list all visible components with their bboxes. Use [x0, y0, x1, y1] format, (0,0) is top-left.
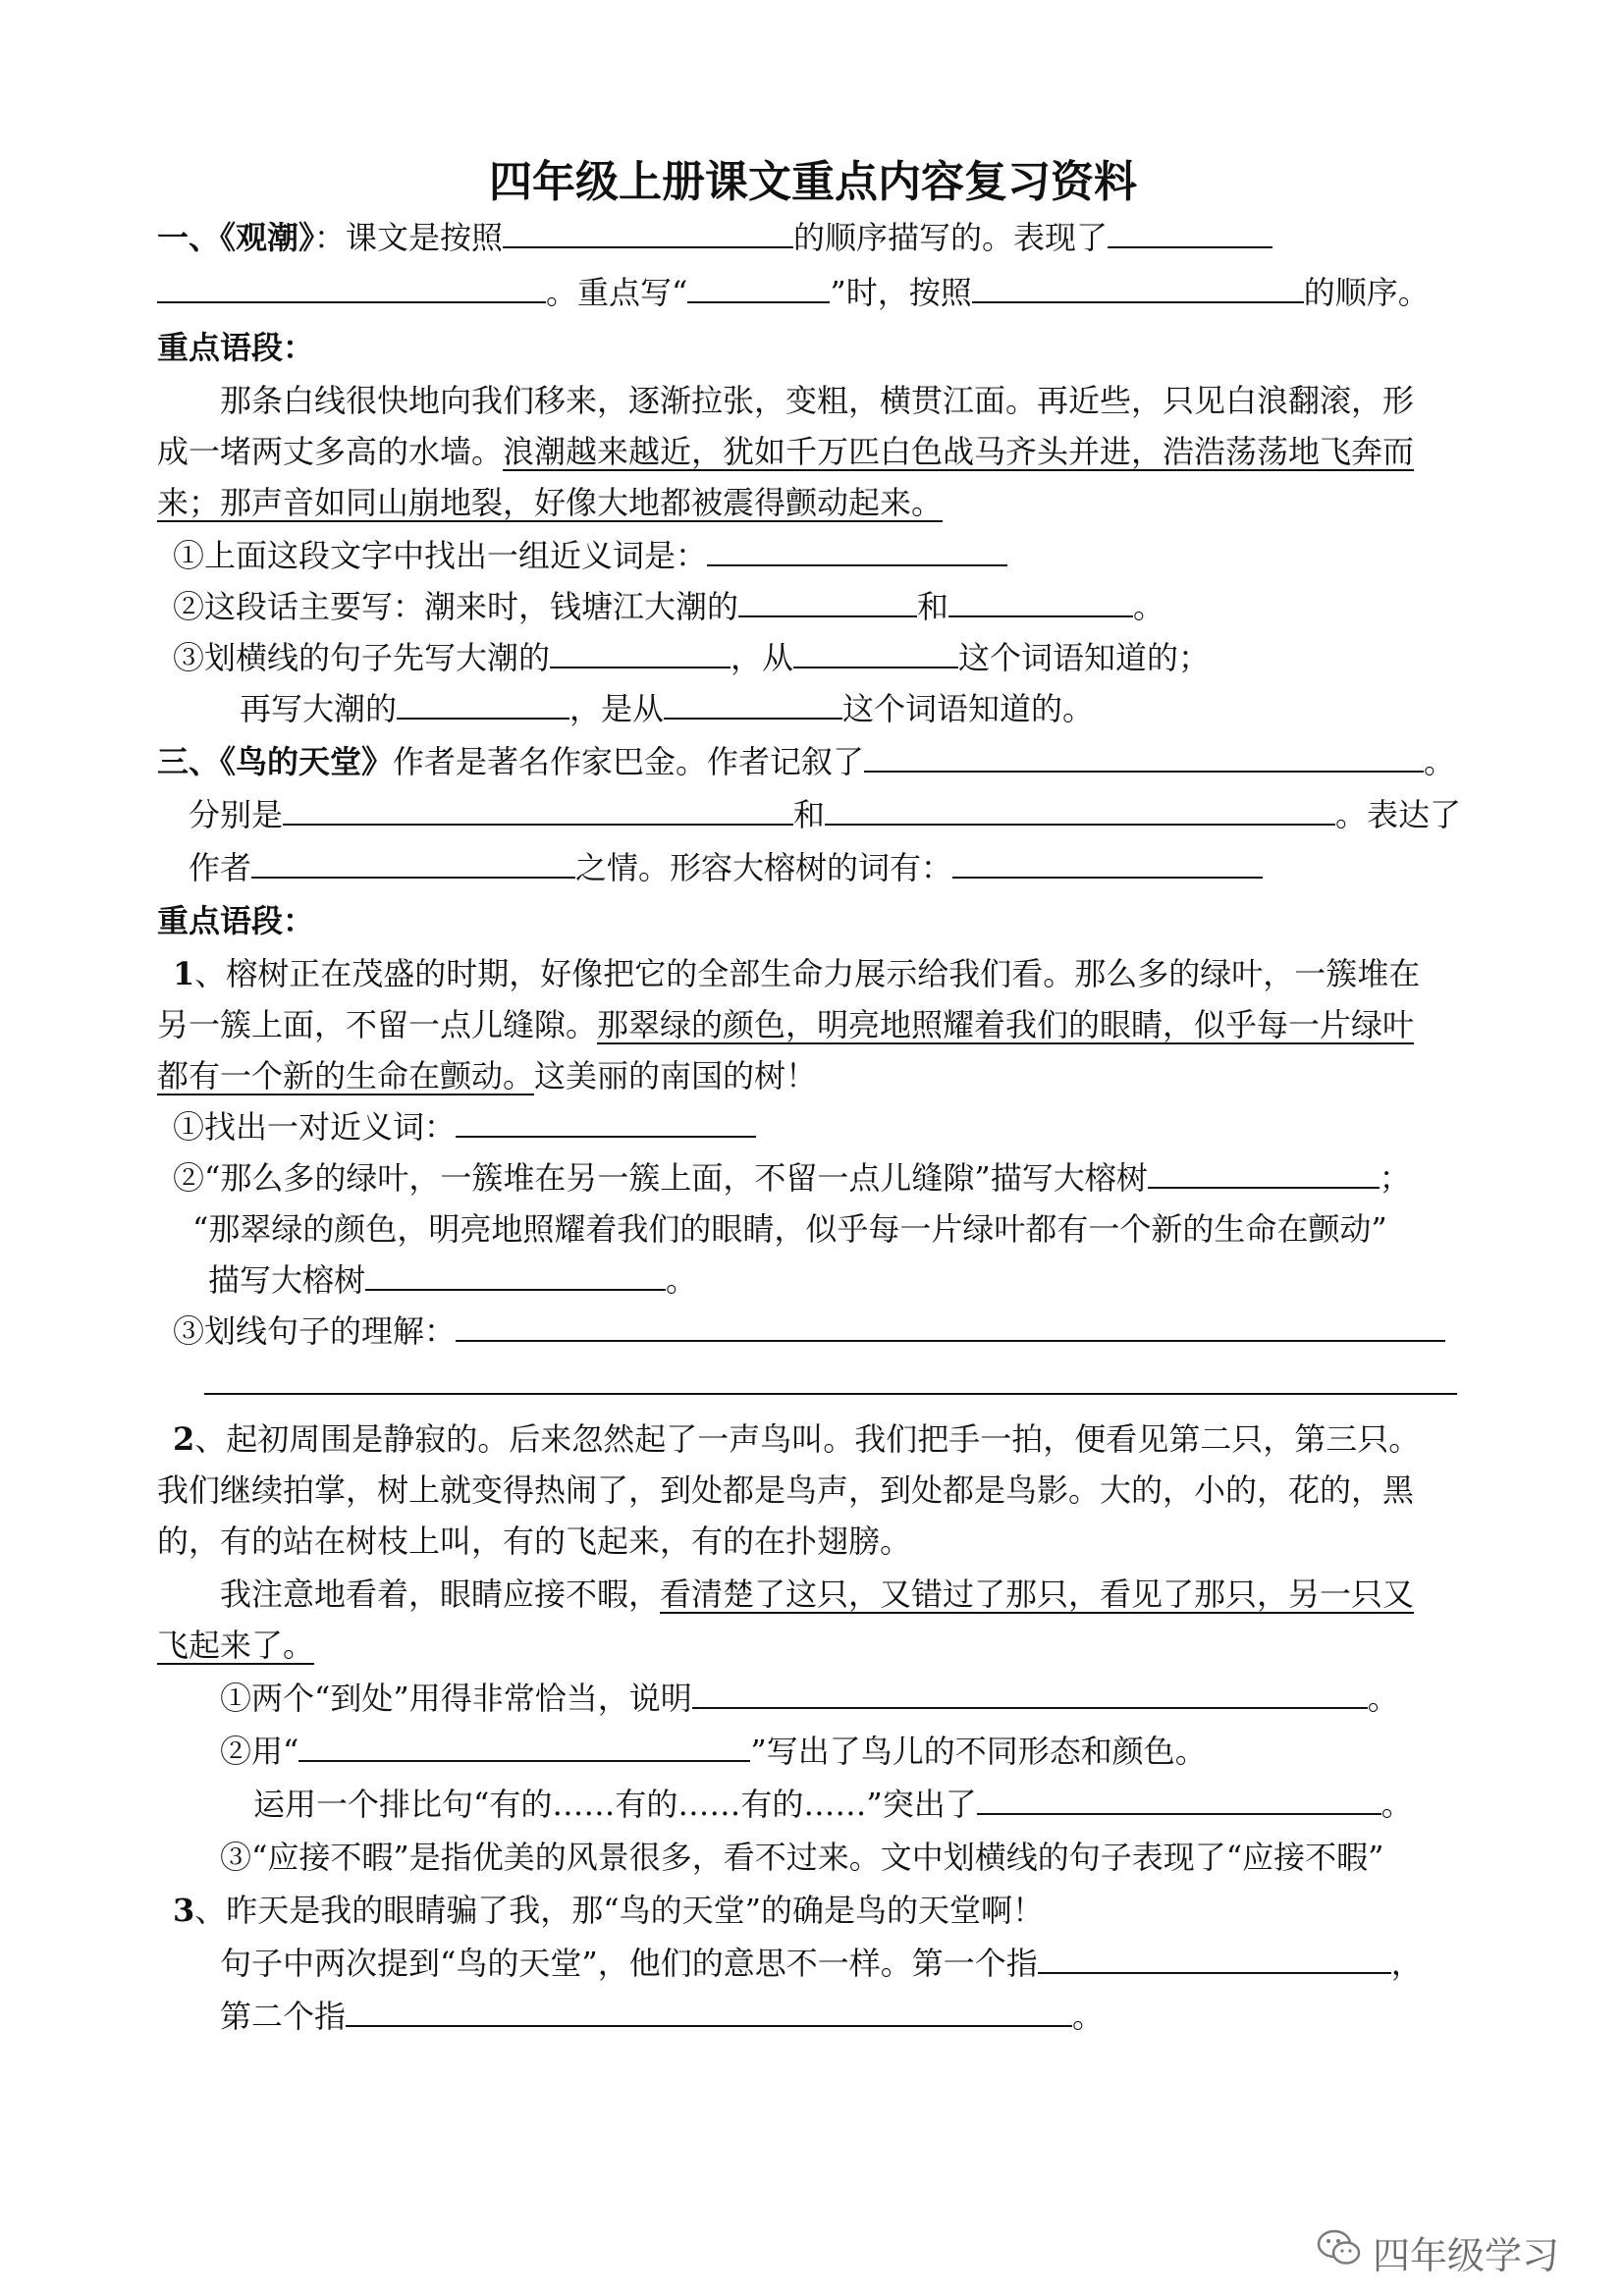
question: 描写大榕树 。 [208, 1261, 698, 1299]
question: “那翠绿的颜色，明亮地照耀着我们的眼睛，似乎每一片绿叶都有一个新的生命在颤动” [192, 1210, 1387, 1248]
question: ②这段话主要写：潮来时，钱塘江大潮的 和 。 [173, 588, 1165, 625]
blank[interactable] [825, 797, 1335, 826]
underlined-sentence: 浪潮越来越近，犹如千万匹白色战马齐头并进，浩浩荡荡地飞奔而 [503, 433, 1415, 470]
question: ②用“ ”写出了鸟儿的不同形态和颜色。 [220, 1733, 1207, 1770]
blank[interactable] [692, 1681, 1368, 1709]
blank[interactable] [707, 538, 1007, 566]
underlined-sentence: 那翠绿的颜色，明亮地照耀着我们的眼睛，似乎每一片绿叶 [597, 1006, 1415, 1043]
paragraph: 那条白线很快地向我们移来，逐渐拉张，变粗，横贯江面。再近些，只见白浪翻滚，形 [220, 382, 1415, 419]
blank[interactable] [397, 691, 569, 720]
paragraph: 我注意地看着，眼睛应接不暇，看清楚了这只，又错过了那只，看见了那只，另一只又 [220, 1575, 1415, 1613]
blank[interactable] [952, 850, 1263, 879]
paragraph: 1、榕树正在茂盛的时期，好像把它的全部生命力展示给我们看。那么多的绿叶，一簇堆在 [173, 955, 1421, 992]
underlined-sentence: 来；那声音如同山崩地裂，好像大地都被震得颤动起来。 [157, 484, 944, 521]
underlined-sentence: 看清楚了这只，又错过了那只，看见了那只，另一只又 [660, 1575, 1415, 1613]
underlined-sentence: 都有一个新的生命在颤动。 [157, 1057, 535, 1095]
question: ③划线句子的理解： [173, 1311, 1445, 1351]
blank[interactable] [864, 744, 1424, 773]
question: 再写大潮的 ，是从 这个词语知道的。 [240, 690, 1095, 727]
blank[interactable] [738, 589, 917, 617]
blank[interactable] [204, 1366, 1457, 1395]
blank[interactable] [977, 1787, 1381, 1815]
paragraph: 2、起初周围是静寂的。后来忽然起了一声鸟叫。我们把手一拍，便看见第二只，第三只。 [173, 1420, 1421, 1458]
s3-line-3: 作者 之情。形容大榕树的词有： [189, 848, 1263, 887]
underlined-sentence: 飞起来了。 [157, 1627, 315, 1664]
blank[interactable] [1038, 1946, 1391, 1974]
blank[interactable] [550, 640, 731, 668]
blank[interactable] [298, 1734, 750, 1762]
blank[interactable] [346, 1999, 1072, 2027]
paragraph: 3、昨天是我的眼睛骗了我，那“鸟的天堂”的确是鸟的天堂啊！ [173, 1892, 1044, 1929]
paragraph: 我们继续拍掌，树上就变得热闹了，到处都是鸟声，到处都是鸟影。大的，小的，花的，黑 [157, 1471, 1415, 1509]
key-passage-label: 重点语段： [157, 329, 315, 366]
blank[interactable] [157, 275, 546, 303]
paragraph [157, 1626, 314, 1665]
paragraph: 的，有的站在树枝上叫，有的飞起来，有的在扑翅膀。 [157, 1522, 912, 1560]
document-title: 四年级上册课文重点内容复习资料 [489, 157, 1137, 207]
question: ②“那么多的绿叶，一簇堆在另一簇上面，不留一点儿缝隙”描写大榕树 ； [173, 1159, 1411, 1197]
question: ①找出一对近义词： [173, 1107, 756, 1147]
blank[interactable] [1108, 220, 1272, 248]
blank[interactable] [365, 1262, 666, 1291]
paragraph: 都有一个新的生命在颤动。这美丽的南国的树！ [157, 1057, 818, 1095]
wechat-icon [1316, 2228, 1373, 2276]
answer-line [204, 1364, 1457, 1404]
question: 句子中两次提到“鸟的天堂”，他们的意思不一样。第一个指 ， [220, 1945, 1423, 1982]
blank[interactable] [456, 1109, 756, 1138]
s3-heading: 三、《鸟的天堂》 [157, 743, 394, 780]
question: ③“应接不暇”是指优美的风景很多，看不过来。文中划横线的句子表现了“应接不暇” [220, 1839, 1384, 1876]
blank[interactable] [687, 275, 830, 303]
s3-line-1: 三、《鸟的天堂》作者是著名作家巴金。作者记叙了 。 [157, 743, 1456, 780]
blank[interactable] [664, 691, 842, 720]
s3-line-2: 分别是 和 。表达了 [189, 796, 1462, 833]
paragraph [157, 483, 943, 522]
s1-line-1: 一、《观潮》：课文是按照 的顺序描写的。表现了 [157, 218, 1272, 257]
question: 第二个指 。 [220, 1998, 1105, 2035]
blank[interactable] [972, 275, 1304, 303]
question: ①上面这段文字中找出一组近义词是： [173, 536, 1007, 575]
question: 运用一个排比句“有的……有的……有的……”突出了 。 [253, 1786, 1413, 1823]
s1-line-2: 。重点写“ ”时，按照 的顺序。 [157, 273, 1430, 312]
blank[interactable] [793, 640, 958, 668]
question: ③划横线的句子先写大潮的 ，从 这个词语知道的； [173, 639, 1211, 676]
watermark [1316, 2228, 1559, 2275]
blank[interactable] [948, 589, 1133, 617]
paragraph: 另一簇上面，不留一点儿缝隙。那翠绿的颜色，明亮地照耀着我们的眼睛，似乎每一片绿叶 [157, 1006, 1415, 1043]
key-passage-label: 重点语段： [157, 902, 315, 939]
blank[interactable] [251, 850, 575, 879]
paragraph: 成一堵两丈多高的水墙。浪潮越来越近，犹如千万匹白色战马齐头并进，浩浩荡荡地飞奔而 [157, 433, 1415, 470]
blank[interactable] [456, 1313, 1445, 1342]
blank[interactable] [1148, 1160, 1380, 1189]
blank[interactable] [283, 797, 793, 826]
watermark-text: 四年级学习 [1373, 2233, 1560, 2277]
blank[interactable] [503, 220, 793, 248]
s1-heading: 一、《观潮》 [157, 219, 315, 256]
question: ①两个“到处”用得非常恰当，说明 。 [220, 1680, 1399, 1717]
